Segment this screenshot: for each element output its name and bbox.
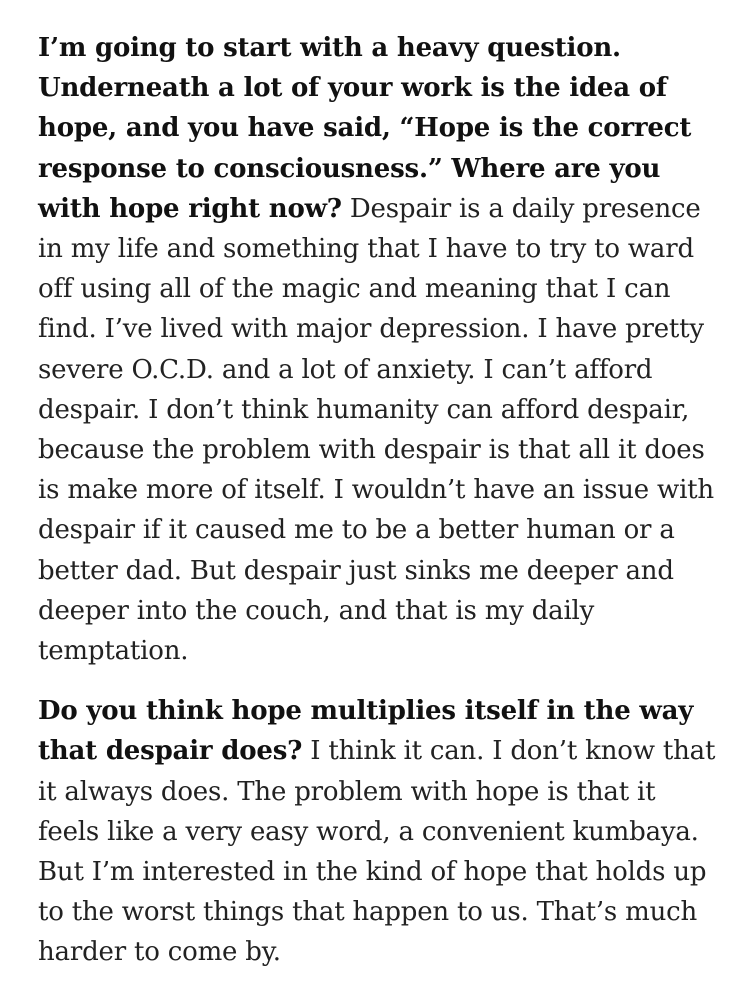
interview-answer: I think it can. I don’t know that it always does. The problem with hope is that it feels like a very easy word, a convenient kumbaya. But I’m interested in the kind of hope that holds up to the worst things that happen to us. That’s much harder to come by. [38, 736, 716, 968]
interview-question: I’m going to start with a heavy question. Underneath a lot of your work is the idea of hope, and you have said, “Hope is the correct response to consciousness.” Where are you with hope right now? [38, 33, 692, 224]
article-body [38, 28, 718, 993]
qa-paragraph-2 [38, 691, 718, 972]
interview-answer: Despair is a daily presence in my life and something that I have to try to ward off using all of the magic and meaning that I can find. I’ve lived with major depression. I have pretty severe O.C.D. and a lot of anxiety. I can’t afford despair. I don’t think humanity can afford despair, because the problem with despair is that all it does is make more of itself. I wouldn’t have an issue with despair if it caused me to be a better human or a better dad. But despair just sinks me deeper and deeper into the couch, and that is my daily temptation. [38, 193, 714, 667]
interview-question: Do you think hope multiplies itself in the way that despair does? [38, 696, 694, 767]
qa-paragraph-1 [38, 28, 718, 671]
